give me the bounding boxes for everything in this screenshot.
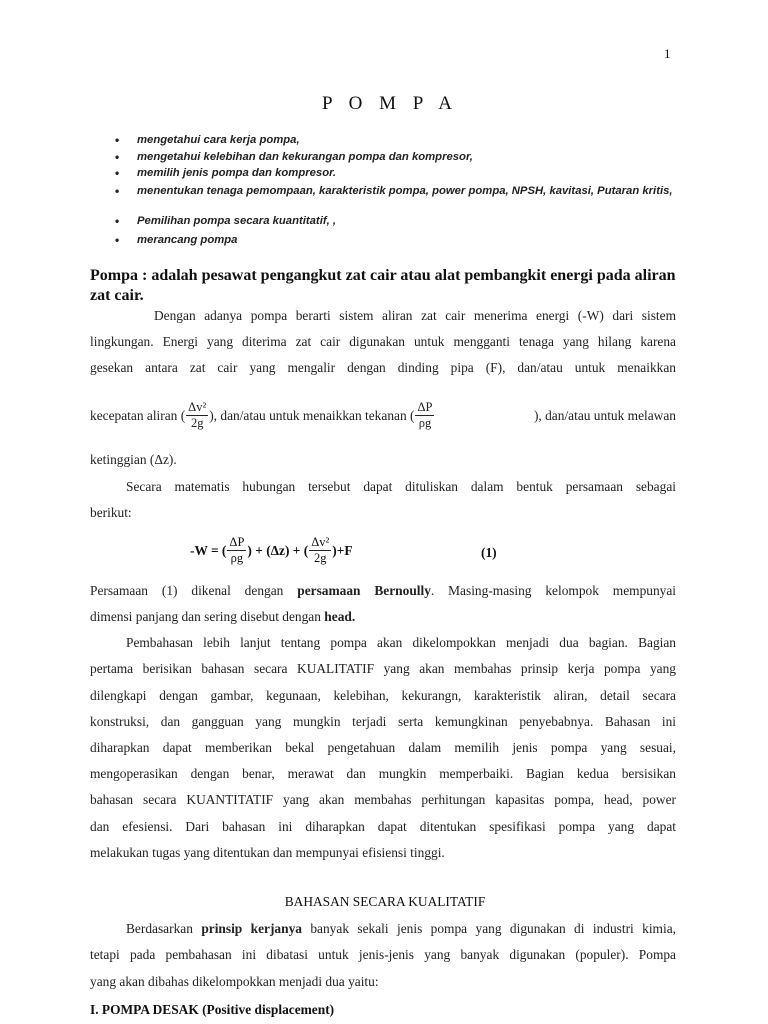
velocity-head-fraction — [186, 400, 208, 431]
equation-text: )+F — [332, 542, 353, 558]
list-item: • Pemilihan pompa secara kuantitatif, , — [137, 214, 677, 228]
fraction-denominator: 2g — [190, 416, 204, 430]
list-item: • memilih jenis pompa dan kompresor. — [137, 166, 677, 180]
paragraph-line: Dengan adanya pompa berarti sistem aliran zat cair menerima energi (-W) dari sistem — [154, 308, 676, 323]
paragraph-text: banyak sekali jenis pompa yang digunakan di industri kimia, — [301, 921, 676, 936]
paragraph-line: gesekan antara zat cair yang mengalir dengan dinding pipa (F), dan/atau untuk menaikkan — [90, 360, 676, 375]
paragraph-line: bahasan secara KUANTITATIF yang akan membahas perhitungan kapasitas pompa, head, power — [90, 792, 676, 807]
paragraph-line: lingkungan. Energi yang diterima zat cair digunakan untuk mengganti tenaga yang hilang karena — [90, 334, 676, 349]
definition-heading: Pompa : adalah pesawat pengangkut zat cair atau alat pembangkit energi pada aliran zat cair. — [90, 267, 676, 304]
paragraph-text: Berdasarkan — [126, 921, 202, 936]
velocity-pressure-line — [90, 400, 676, 431]
fraction-numerator: Δv² — [188, 400, 207, 414]
paragraph-text: kecepatan aliran ( — [90, 407, 186, 423]
fraction-denominator: 2g — [314, 551, 327, 565]
equation-number: (1) — [481, 545, 497, 560]
fraction-numerator: ΔP — [229, 535, 245, 549]
paragraph-line: Secara matematis hubungan tersebut dapat dituliskan dalam bentuk persamaan sebagai — [126, 479, 676, 494]
paragraph-line: tetapi pada pembahasan ini dibatasi untuk jenis-jenis yang banyak digunakan (populer). Pompa — [90, 947, 676, 962]
key-term: prinsip kerjanya — [201, 921, 302, 936]
paragraph-line: ketinggian (Δz). — [90, 452, 177, 467]
fraction-denominator: ρg — [230, 551, 244, 565]
paragraph-line: melakukan tugas yang ditentukan dan mempunyai efisiensi tinggi. — [90, 845, 445, 860]
paragraph-text: Persamaan (1) dikenal dengan — [90, 583, 298, 598]
paragraph-line: mengoperasikan dengan benar, merawat dan mungkin memperbaiki. Bagian kedua bersisikan — [90, 766, 676, 781]
page-title: P O M P A — [321, 93, 458, 114]
list-item: • mengetahui kelebihan dan kekurangan pompa dan kompresor, — [137, 150, 677, 164]
paragraph-line: dan efesiensi. Dari bahasan ini diharapkan dapat ditentukan spesifikasi pompa yang dapat — [90, 819, 676, 834]
paragraph-text: . Masing-masing kelompok mempunyai — [430, 583, 677, 598]
page-number: 1 — [664, 46, 671, 61]
paragraph-line: konstruksi, dan gangguan yang mungkin terjadi serta kemungkinan penyebabnya. Bahasan ini — [90, 714, 676, 729]
paragraph-line: pertama berisikan bahasan secara KUALITATIF yang akan membahas prinsip kerja pompa yang — [90, 661, 676, 676]
list-item: • mengetahui cara kerja pompa, — [137, 133, 677, 147]
paragraph-line: yang akan dibahas dikelompokkan menjadi dua yaitu: — [90, 974, 379, 989]
fraction-numerator: Δv² — [311, 535, 330, 549]
paragraph-text: ), dan/atau untuk melawan — [533, 407, 676, 423]
paragraph-text: dimensi panjang dan sering disebut dengan — [90, 609, 325, 624]
velocity-head-fraction — [309, 535, 331, 566]
section-title: BAHASAN SECARA KUALITATIF — [284, 894, 486, 909]
subsection-heading: I. POMPA DESAK (Positive displacement) — [90, 1002, 335, 1017]
bernoulli-term: persamaan Bernoully — [297, 583, 431, 598]
paragraph-line: Pembahasan lebih lanjut tentang pompa akan dikelompokkan menjadi dua bagian. Bagian — [126, 635, 676, 650]
list-item: • menentukan tenaga pemompaan, karakteristik pompa, power pompa, NPSH, kavitasi, Putaran kritis, — [137, 184, 677, 198]
pressure-head-fraction — [227, 535, 246, 566]
pressure-head-fraction — [415, 400, 434, 431]
equation-text: ) + (Δz) + ( — [247, 542, 309, 558]
equation-text: -W = ( — [190, 542, 227, 558]
list-item: • merancang pompa — [137, 233, 677, 247]
paragraph-line: berikut: — [90, 505, 132, 520]
fraction-denominator: ρg — [418, 416, 432, 430]
paragraph-line — [90, 921, 676, 937]
paragraph-line: dilengkapi dengan gambar, kegunaan, kelebihan, kekurangn, karakteristik aliran, detail secara — [90, 688, 676, 703]
bernoulli-equation — [190, 535, 353, 566]
fraction-numerator: ΔP — [417, 400, 433, 414]
paragraph-line — [90, 609, 676, 625]
paragraph-line: diharapkan dapat memberikan bekal pengetahuan dalam memilih jenis pompa yang sesuai, — [90, 740, 676, 755]
head-term: head. — [324, 609, 356, 624]
paragraph-text: ), dan/atau untuk menaikkan tekanan ( — [209, 407, 415, 423]
paragraph-line — [90, 583, 676, 599]
